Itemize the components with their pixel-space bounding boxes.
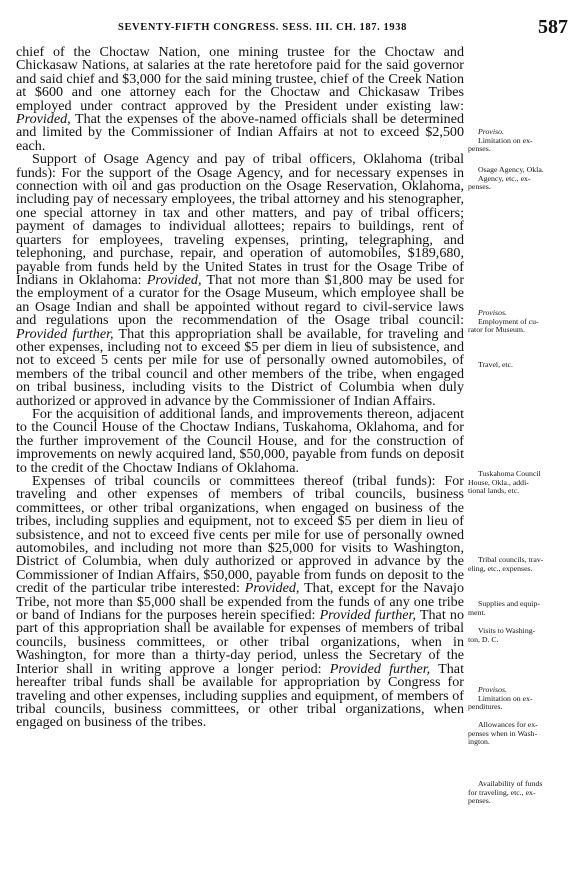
paragraph-text: Support of Osage Agency and pay of tribal officers, Oklahoma (tribal funds): For the support of the Osage Agency, and for necessary expenses in connection with oil and gas production on the Osage Reservation, Oklahoma, including pay of necessary employees, the tribal attorney and his stenographer, one special attorney in tax and other matters, and pay of tribal officers; payment of damages to individual allottees; repairs to buildings, rent of quarters for employees, traveling expenses, printing, telegraphing, and telephoning, and purchase, repair, and operation of automobiles, $189,680, payable from funds held by the United States in trust for the Osage Tribe of Indians in Oklahoma:: [16, 151, 464, 288]
margin-note-line: Visits to Washing-: [478, 626, 536, 635]
margin-note-line: Tuskahoma Council: [478, 469, 541, 478]
margin-note-line: penses when in Wash-: [468, 728, 538, 738]
margin-note-line: ton, D. C.: [468, 634, 499, 644]
proviso-label: Provided,: [244, 580, 300, 597]
paragraph-text: That no part of this appropriation shall be available for expenses of members of tribal councils, business committees, or other tribal organizations, when in Washington, for more than a thirty-day period, unless the Secretary of the Interior shall in writing approve a longer period:: [16, 607, 464, 677]
margin-note-line: rator for Museum.: [468, 325, 525, 335]
margin-note-line: Employment of cu-: [478, 316, 539, 326]
paragraph-osage-agency: [16, 153, 464, 408]
margin-note-line: Supplies and equip-: [478, 599, 540, 608]
margin-note-line: for traveling, etc., ex-: [468, 787, 536, 797]
margin-note: [468, 556, 572, 573]
paragraph-tribal-councils: [16, 475, 464, 730]
margin-note-line: Osage Agency, Okla.: [478, 165, 544, 174]
margin-note: [468, 470, 572, 496]
proviso-label: Provided,: [146, 271, 202, 288]
margin-note-line: Provisos.: [478, 685, 507, 694]
paragraph-text: That hereafter tribal funds shall be available for appropriation by Congress for traveling and other expenses, including supplies and equipment, of members of tribal councils, business committees, or other tribal organizations, when engaged on business of the tribes.: [16, 660, 464, 731]
margin-note-line: Provisos.: [478, 308, 507, 317]
margin-note-line: Limitation on ex-: [478, 693, 533, 703]
page-number: 587: [538, 16, 568, 38]
paragraph-text: chief of the Choctaw Nation, one mining trustee for the Choctaw and Chickasaw Nations, at salaries at the rate heretofore paid for the said governor and said chief and $3,000 for the said mining trustee, chief of the Creek Nation at $600 and one attorney each for the Choctaw and Chickasaw Tribes employed under contract approved by the President under existing law:: [16, 44, 464, 114]
margin-notes: [468, 0, 574, 884]
running-head: SEVENTY-FIFTH CONGRESS. SESS. III. CH. 187. 1938: [118, 22, 407, 33]
margin-note: [468, 361, 572, 370]
margin-note: [468, 128, 572, 154]
margin-note: [468, 627, 572, 644]
body-text: [16, 46, 464, 730]
proviso-label: Provided further,: [329, 660, 431, 677]
margin-note-line: penses.: [468, 182, 491, 192]
margin-note-line: penses.: [468, 796, 491, 806]
proviso-label: Provided further,: [16, 325, 114, 342]
margin-note-line: Allowances for ex-: [478, 720, 538, 729]
margin-note: [468, 309, 572, 335]
paragraph-tuskahoma: [16, 405, 464, 476]
margin-note-line: ington.: [468, 737, 490, 747]
paragraph-text: Expenses of tribal councils or committees thereof (tribal funds): For traveling and other expenses of members of tribal councils, business committees, or other tribal organizations, when engaged on business of the tribes, including supplies and equipment, not to exceed $5 per diem in lieu of subsistence, and not to exceed five cents per mile for use of personally owned automobiles, and including not more than $25,000 for visits to Washington, District of Columbia, when duly authorized or approved in advance by the Commissioner of Indian Affairs, $50,000, payable from funds on deposit to the credit of the particular tribe interested:: [16, 473, 464, 597]
margin-note-line: Proviso.: [478, 127, 504, 136]
margin-note-line: Availability of funds: [478, 779, 543, 788]
proviso-label: Provided,: [16, 111, 71, 128]
margin-note-line: tional lands, etc.: [468, 486, 520, 496]
paragraph-text: That this appropriation shall be available, for traveling and other expenses, including not to exceed $5 per diem in lieu of subsistence, and not to exceed 5 cents per mile for use of personally owned automobiles, of members of the tribal council and other members of the tribe, when engaged on tribal business, including visits to the District of Columbia when duly authorized or approved in advance by the Commissioner of Indian Affairs.: [16, 325, 464, 409]
margin-note-line: Tribal councils, trav-: [478, 555, 544, 564]
margin-note-line: Limitation on ex-: [478, 135, 533, 145]
paragraph-text: For the acquisition of additional lands, and improvements thereon, adjacent to the Council House of the Choctaw Indians, Tuskahoma, Oklahoma, and for the further improvement of the Council House, and for the construction of improvements on newly acquired land, $50,000, payable from funds on deposit to the credit of the Choctaw Indians of Oklahoma.: [16, 405, 464, 476]
margin-note-line: ment.: [468, 607, 486, 617]
margin-note: [468, 721, 572, 747]
margin-note: [468, 686, 572, 712]
margin-note-line: penses.: [468, 144, 491, 154]
margin-note-line: Agency, etc., ex-: [478, 173, 531, 183]
paragraph-text: That the expenses of the above-named officials shall be determined and limited by the Commissioner of Indian Affairs at not to exceed $2,500 each.: [16, 111, 464, 154]
margin-note-line: House, Okla., addi-: [468, 477, 529, 487]
margin-note-line: Travel, etc.: [478, 360, 514, 369]
margin-note: [468, 600, 572, 617]
paragraph-choctaw-officials: [16, 46, 464, 153]
margin-note: [468, 780, 572, 806]
margin-note-line: eling, etc., expenses.: [468, 563, 533, 573]
margin-note: [468, 166, 572, 192]
paragraph-text: That not more than $1,800 may be used for the employment of a curator for the Osage Museum, which employee shall be an Osage Indian and shall be appointed without regard to civil-service laws and regulations upon the recommendation of the Osage tribal council:: [16, 271, 465, 329]
paragraph-text: That, except for the Navajo Tribe, not more than $5,000 shall be expended from the funds of any one tribe or band of Indians for the purposes herein specified:: [16, 580, 464, 624]
margin-note-line: penditures.: [468, 702, 503, 712]
proviso-label: Provided further,: [319, 607, 416, 624]
